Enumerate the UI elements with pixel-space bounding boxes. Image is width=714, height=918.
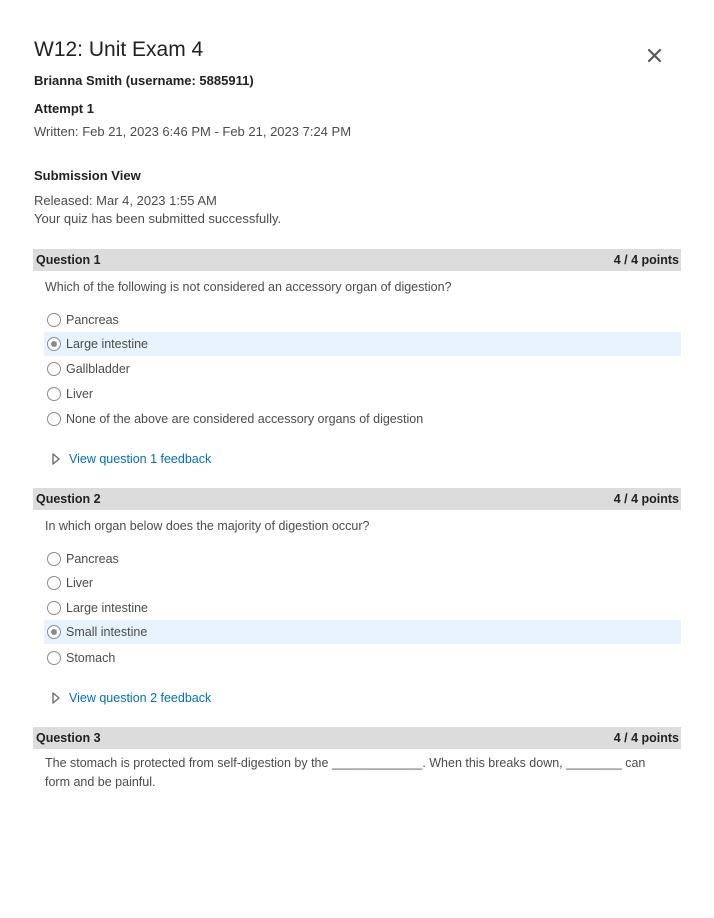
student-name: Brianna Smith (username: 5885911) <box>34 73 254 88</box>
radio-icon <box>47 362 61 376</box>
radio-checked-icon <box>47 337 61 351</box>
page-title: W12: Unit Exam 4 <box>34 38 204 61</box>
triangle-right-icon <box>52 692 60 704</box>
radio-icon <box>47 412 61 426</box>
question-1-option-2[interactable] <box>44 332 681 356</box>
option-label: Large intestine <box>66 337 149 351</box>
radio-icon <box>47 651 61 665</box>
radio-checked-icon <box>47 625 61 639</box>
close-icon <box>644 45 666 67</box>
written-label: Written: <box>34 124 79 139</box>
question-2-option-4[interactable] <box>44 620 681 644</box>
option-label: Pancreas <box>66 313 119 327</box>
released-date: Released: Mar 4, 2023 1:55 AM <box>34 193 217 208</box>
written-time <box>34 124 351 139</box>
question-1-option-5[interactable] <box>44 407 681 431</box>
question-2-text: In which organ below does the majority of digestion occur? <box>45 519 370 533</box>
question-3-text: The stomach is protected from self-digestion by the _____________. When this breaks down, ________ can form and be painful. <box>45 756 646 789</box>
option-label: Stomach <box>66 651 116 665</box>
radio-icon <box>47 387 61 401</box>
triangle-right-icon <box>52 453 60 465</box>
question-1-header <box>33 249 681 271</box>
question-2-score: 4 / 4 points <box>613 492 679 506</box>
question-1-score: 4 / 4 points <box>613 253 679 267</box>
question-2-option-3[interactable] <box>44 596 681 620</box>
question-2-feedback-toggle[interactable] <box>52 690 211 706</box>
question-1-text: Which of the following is not considered an accessory organ of digestion? <box>45 280 452 294</box>
question-1-label: Question 1 <box>36 253 101 267</box>
option-label: None of the above are considered accessory organs of digestion <box>66 412 424 426</box>
option-label: Large intestine <box>66 601 149 615</box>
question-3-header <box>33 727 681 749</box>
option-label: Pancreas <box>66 552 119 566</box>
question-2-feedback-link[interactable]: View question 2 feedback <box>69 691 212 705</box>
question-3-score: 4 / 4 points <box>613 731 679 745</box>
question-1-option-3[interactable] <box>44 357 681 381</box>
submission-view-heading: Submission View <box>34 168 141 183</box>
option-label: Liver <box>66 576 94 590</box>
radio-icon <box>47 313 61 327</box>
question-2-header <box>33 488 681 510</box>
option-label: Gallbladder <box>66 362 130 376</box>
written-range: Feb 21, 2023 6:46 PM - Feb 21, 2023 7:24 PM <box>82 124 352 139</box>
close-button[interactable] <box>644 45 666 67</box>
question-1-option-4[interactable] <box>44 382 681 406</box>
attempt-label: Attempt 1 <box>34 101 94 116</box>
radio-icon <box>47 576 61 590</box>
radio-icon <box>47 552 61 566</box>
question-1-feedback-link[interactable]: View question 1 feedback <box>69 452 212 466</box>
question-1-feedback-toggle[interactable] <box>52 451 211 467</box>
question-2-option-2[interactable] <box>44 571 681 595</box>
question-2-label: Question 2 <box>36 492 101 506</box>
question-2-option-1[interactable] <box>44 547 681 571</box>
question-2-option-5[interactable] <box>44 646 681 670</box>
radio-icon <box>47 601 61 615</box>
option-label: Small intestine <box>66 625 148 639</box>
submission-message: Your quiz has been submitted successfully. <box>34 211 282 226</box>
option-label: Liver <box>66 387 94 401</box>
question-1-option-1[interactable] <box>44 308 681 332</box>
question-3-label: Question 3 <box>36 731 101 745</box>
